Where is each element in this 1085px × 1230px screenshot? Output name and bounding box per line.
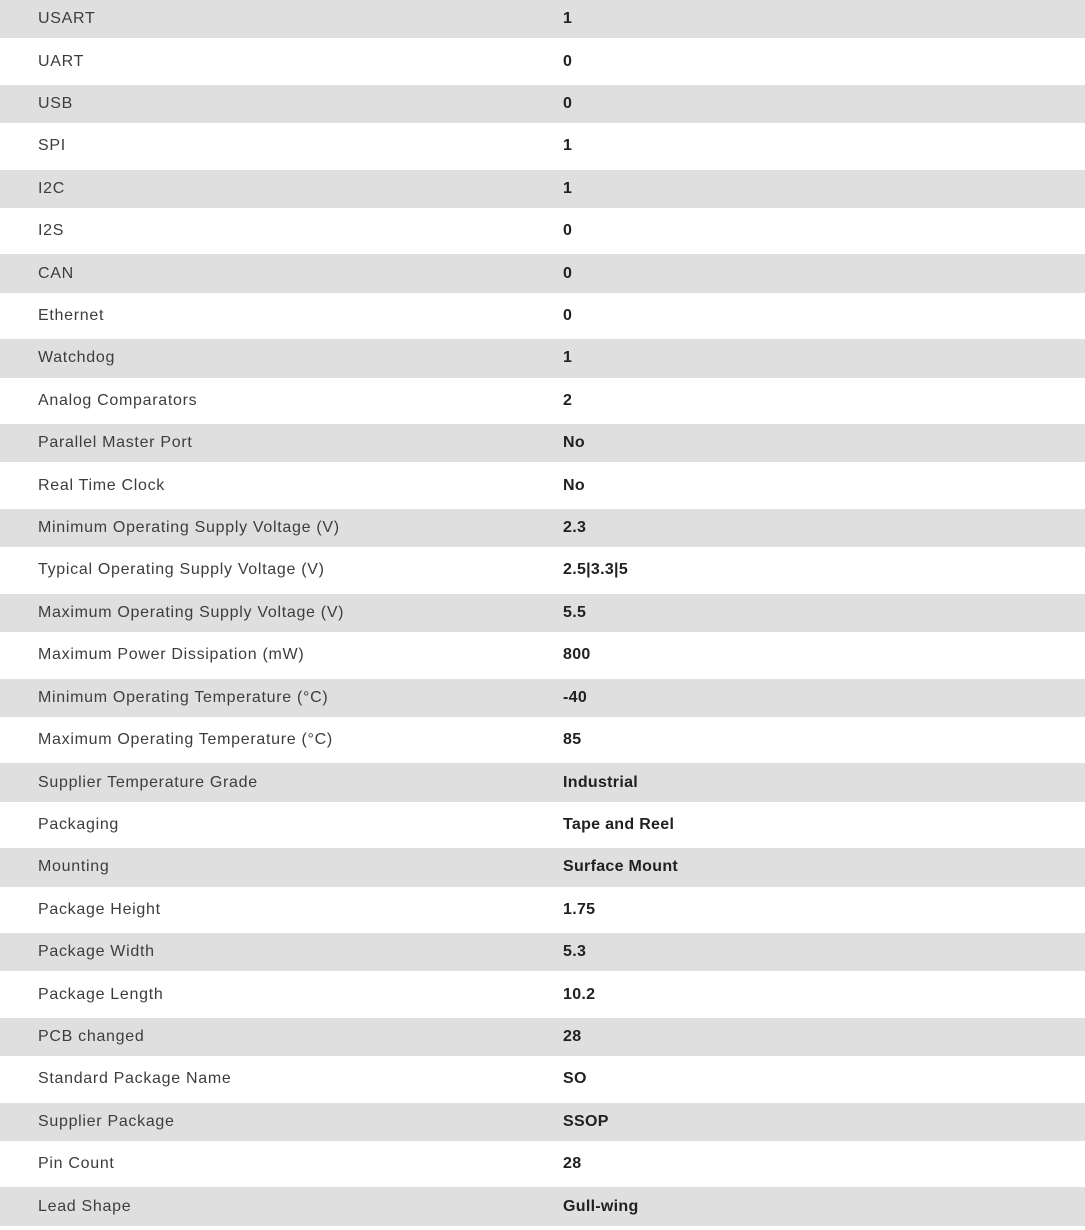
table-row: [0, 509, 1085, 551]
table-row: [0, 170, 1085, 212]
table-row: [0, 382, 1085, 424]
row-value: 28: [563, 1155, 582, 1173]
table-row: [0, 212, 1085, 254]
row-value: No: [563, 476, 585, 494]
row-value: Industrial: [563, 773, 639, 791]
table-row: [0, 1145, 1085, 1187]
row-label: Supplier Package: [38, 1112, 175, 1130]
row-label: Pin Count: [38, 1155, 115, 1173]
table-row: [0, 1103, 1085, 1145]
row-label: Package Width: [38, 943, 155, 961]
row-value: Gull-wing: [563, 1197, 639, 1215]
row-value: 800: [563, 646, 591, 664]
table-row: [0, 424, 1085, 466]
table-row: [0, 339, 1085, 381]
row-label: Lead Shape: [38, 1197, 132, 1215]
table-row: [0, 975, 1085, 1017]
row-label: USART: [38, 10, 96, 28]
table-row: [0, 1187, 1085, 1229]
row-value: 10.2: [563, 985, 596, 1003]
row-label: I2C: [38, 179, 65, 197]
row-value: 1: [563, 137, 573, 155]
row-value: No: [563, 434, 585, 452]
table-row: [0, 594, 1085, 636]
row-value: SO: [563, 1070, 587, 1088]
row-value: -40: [563, 688, 588, 706]
row-value: Surface Mount: [563, 858, 679, 876]
row-value: Tape and Reel: [563, 815, 675, 833]
row-label: Ethernet: [38, 307, 105, 325]
row-value: 0: [563, 95, 573, 113]
row-label: Watchdog: [38, 349, 116, 367]
table-row: [0, 763, 1085, 805]
table-row: [0, 933, 1085, 975]
row-label: CAN: [38, 264, 74, 282]
row-label: Mounting: [38, 858, 110, 876]
table-row: [0, 891, 1085, 933]
table-row: [0, 636, 1085, 678]
row-label: Maximum Operating Temperature (°C): [38, 731, 333, 749]
row-value: 5.3: [563, 943, 587, 961]
table-row: [0, 254, 1085, 296]
row-value: 1: [563, 179, 573, 197]
row-label: I2S: [38, 222, 65, 240]
table-row: [0, 1018, 1085, 1060]
row-label: UART: [38, 52, 85, 70]
row-value: 1: [563, 10, 573, 28]
table-row: [0, 127, 1085, 169]
row-value: 2.3: [563, 519, 587, 537]
row-label: Supplier Temperature Grade: [38, 773, 258, 791]
row-value: 0: [563, 52, 573, 70]
row-label: Package Height: [38, 900, 161, 918]
table-row: [0, 0, 1085, 42]
row-value: 0: [563, 222, 573, 240]
table-row: [0, 297, 1085, 339]
row-label: Packaging: [38, 815, 120, 833]
table-row: [0, 466, 1085, 508]
table-row: [0, 1060, 1085, 1102]
row-label: PCB changed: [38, 1027, 145, 1045]
table-row: [0, 85, 1085, 127]
table-row: [0, 551, 1085, 593]
table-row: [0, 679, 1085, 721]
row-value: 1: [563, 349, 573, 367]
row-value: 1.75: [563, 900, 596, 918]
row-value: 2.5|3.3|5: [563, 561, 629, 579]
row-label: Maximum Operating Supply Voltage (V): [38, 603, 345, 621]
row-label: Real Time Clock: [38, 476, 165, 494]
row-label: Minimum Operating Supply Voltage (V): [38, 519, 340, 537]
row-label: SPI: [38, 137, 66, 155]
row-value: 2: [563, 391, 573, 409]
row-label: Standard Package Name: [38, 1070, 232, 1088]
row-value: 85: [563, 731, 582, 749]
row-label: Maximum Power Dissipation (mW): [38, 646, 305, 664]
row-value: 5.5: [563, 603, 587, 621]
table-row: [0, 42, 1085, 84]
row-label: Parallel Master Port: [38, 434, 193, 452]
row-label: Package Length: [38, 985, 164, 1003]
row-value: 0: [563, 264, 573, 282]
row-label: Analog Comparators: [38, 391, 198, 409]
row-value: SSOP: [563, 1112, 609, 1130]
table-row: [0, 721, 1085, 763]
row-label: USB: [38, 95, 73, 113]
row-value: 28: [563, 1027, 582, 1045]
row-label: Minimum Operating Temperature (°C): [38, 688, 329, 706]
table-row: [0, 848, 1085, 890]
row-label: Typical Operating Supply Voltage (V): [38, 561, 325, 579]
table-row: [0, 806, 1085, 848]
row-value: 0: [563, 307, 573, 325]
